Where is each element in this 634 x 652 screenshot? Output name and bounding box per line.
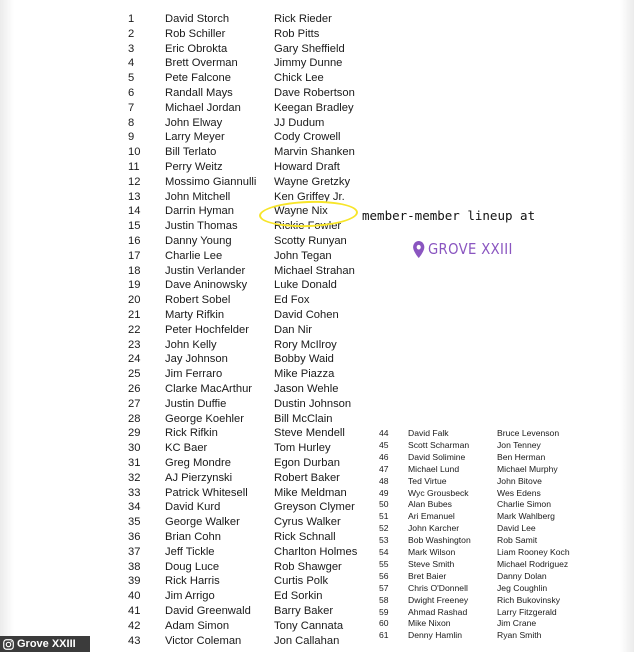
pairing-number: 37	[128, 545, 141, 558]
pairing-row	[0, 101, 380, 116]
pairing-number: 18	[128, 264, 141, 277]
pairing-row	[0, 308, 380, 323]
player-one: Jim Arrigo	[165, 590, 215, 603]
pairing-number: 35	[128, 516, 141, 529]
pairing-number: 3	[128, 42, 135, 55]
pairing-number: 31	[128, 457, 141, 469]
pairing-row	[0, 130, 380, 145]
player-two: Ken Griffey Jr.	[274, 190, 345, 203]
player-one: Dwight Freeney	[408, 594, 469, 605]
player-two: Rob Samit	[497, 535, 538, 546]
player-two: Gary Sheffield	[274, 42, 345, 55]
pairing-number: 15	[128, 220, 141, 233]
player-one: Steve Smith	[408, 558, 455, 569]
pairing-number: 46	[379, 451, 389, 462]
player-two: Dan Nir	[274, 323, 312, 336]
pairing-number: 17	[128, 249, 141, 262]
pairing-number: 7	[128, 101, 135, 114]
player-one: Bob Washington	[408, 535, 471, 546]
pairing-row	[0, 630, 634, 642]
pairing-number: 2	[128, 27, 135, 40]
pairing-row	[0, 278, 380, 293]
location-tag[interactable]	[413, 240, 513, 258]
player-two: John Bitove	[497, 475, 542, 486]
pairing-row	[0, 547, 634, 559]
pairing-row	[0, 571, 634, 583]
pairing-number: 9	[128, 131, 135, 144]
pairing-number: 20	[128, 294, 141, 307]
player-two: Steve Mendell	[274, 427, 345, 440]
player-one: Mark Wilson	[408, 547, 456, 557]
player-two: Cody Crowell	[274, 131, 341, 144]
pairing-number: 22	[128, 323, 141, 336]
pairing-row	[0, 56, 380, 71]
player-two: Wes Edens	[497, 487, 541, 498]
pairing-number: 10	[128, 146, 141, 159]
player-two: Ben Herman	[497, 451, 546, 462]
player-one: George Walker	[165, 516, 240, 529]
pairing-number: 12	[128, 175, 141, 188]
location-pin-icon	[413, 241, 424, 258]
player-two: John Tegan	[274, 249, 332, 262]
pairing-number: 56	[379, 570, 389, 581]
player-one: Charlie Lee	[165, 249, 223, 262]
player-two: Jon Callahan	[274, 634, 340, 647]
player-one: Ahmad Rashad	[408, 606, 468, 617]
player-two: Ryan Smith	[497, 630, 542, 641]
pairing-row	[0, 595, 634, 607]
player-two: Dave Robertson	[274, 87, 355, 99]
player-two: Scotty Runyan	[274, 235, 347, 247]
player-one: Jay Johnson	[165, 353, 228, 366]
player-one: Mike Nixon	[408, 618, 451, 629]
player-two: Rory McIlroy	[274, 338, 337, 351]
pairing-row	[0, 428, 634, 440]
pairing-row	[0, 12, 380, 27]
pairing-number: 55	[379, 558, 389, 569]
player-two: Michael Rodriguez	[497, 558, 569, 569]
pairing-number: 19	[128, 279, 141, 292]
player-two: Ed Fox	[274, 294, 310, 307]
player-two: Mike Meldman	[274, 486, 347, 499]
pairing-row	[0, 367, 380, 382]
pairing-number: 24	[128, 353, 141, 366]
pairing-number: 51	[379, 511, 389, 522]
pairing-row	[0, 352, 380, 367]
pairing-number: 59	[379, 606, 389, 617]
lineup-caption: member-member lineup at	[362, 208, 536, 223]
pairing-number: 47	[379, 463, 389, 474]
player-one: John Elway	[165, 116, 223, 129]
pairing-number: 8	[128, 116, 135, 129]
player-one: Eric Obrokta	[165, 42, 228, 55]
pairing-number: 13	[128, 190, 141, 203]
player-two: Greyson Clymer	[274, 501, 355, 514]
player-two: Bill McClain	[274, 412, 333, 425]
player-two: Jason Wehle	[274, 383, 339, 395]
pairing-number: 21	[128, 309, 141, 321]
player-two: Keegan Bradley	[274, 101, 354, 114]
player-two: Jim Crane	[497, 618, 537, 629]
player-one: KC Baer	[165, 442, 208, 455]
player-one: Rick Harris	[165, 575, 220, 588]
player-one: Ari Emanuel	[408, 511, 455, 522]
watermark	[0, 636, 90, 652]
pairing-row	[0, 607, 634, 619]
player-one: Bret Baier	[408, 570, 447, 581]
pairing-number: 32	[128, 471, 141, 484]
player-two: Jimmy Dunne	[274, 57, 343, 70]
player-one: David Kurd	[165, 501, 221, 514]
pairing-number: 57	[379, 582, 389, 593]
pairing-row	[0, 559, 634, 571]
player-one: Michael Jordan	[165, 101, 241, 114]
pairing-number: 16	[128, 235, 141, 247]
pairing-row	[0, 476, 634, 488]
pairing-row	[0, 86, 380, 101]
player-one: AJ Pierzynski	[165, 471, 233, 484]
player-one: Darrin Hyman	[165, 205, 235, 218]
player-one: Justin Duffie	[165, 397, 227, 410]
pairing-number: 1	[128, 13, 135, 25]
player-two: Liam Rooney Koch	[497, 547, 570, 557]
player-two: Mark Wahlberg	[497, 511, 555, 522]
player-one: Victor Coleman	[165, 634, 242, 647]
pairing-row	[0, 234, 380, 249]
watermark-label: Grove XXIII	[17, 638, 76, 650]
player-two: Wayne Gretzky	[274, 175, 351, 188]
player-two: Tom Hurley	[274, 442, 331, 455]
player-one: David Falk	[408, 428, 449, 438]
player-one: Wyc Grousbeck	[408, 487, 469, 498]
pairing-row	[0, 293, 380, 308]
pairing-number: 52	[379, 523, 389, 534]
pairing-number: 58	[379, 594, 389, 605]
player-two: Charlton Holmes	[274, 545, 358, 558]
pairing-row	[0, 338, 380, 353]
player-one: David Solimine	[408, 451, 466, 462]
pairing-number: 50	[379, 499, 389, 510]
player-one: Ted Virtue	[408, 475, 447, 486]
pairing-number: 30	[128, 442, 141, 455]
player-two: Dustin Johnson	[274, 397, 352, 410]
player-one: David Greenwald	[165, 605, 251, 617]
player-one: John Mitchell	[165, 190, 231, 203]
player-two: Michael Strahan	[274, 264, 355, 277]
player-two: Tony Cannata	[274, 619, 344, 632]
pairing-number: 43	[128, 634, 141, 647]
player-two: Barry Baker	[274, 605, 334, 617]
player-two: Rob Pitts	[274, 27, 320, 40]
player-two: David Lee	[497, 523, 536, 534]
player-one: Justin Verlander	[165, 264, 246, 277]
player-one: Doug Luce	[165, 560, 220, 573]
player-one: Bill Terlato	[165, 146, 217, 159]
pairing-row	[0, 499, 634, 511]
pairing-row	[0, 264, 380, 279]
player-one: Danny Young	[165, 235, 232, 247]
pairing-row	[0, 397, 380, 412]
player-one: Scott Scharman	[408, 439, 470, 450]
player-two: Egon Durban	[274, 457, 340, 469]
player-two: Rickie Fowler	[274, 220, 342, 233]
player-one: Brian Cohn	[165, 531, 221, 543]
player-one: John Kelly	[165, 338, 217, 351]
pairing-number: 40	[128, 590, 141, 603]
pairing-number: 39	[128, 575, 141, 588]
pairing-row	[0, 71, 380, 86]
pairing-number: 48	[379, 475, 389, 486]
player-one: David Storch	[165, 13, 230, 25]
player-one: Patrick Whitesell	[165, 486, 248, 499]
pairing-number: 33	[128, 486, 141, 499]
player-two: Mike Piazza	[274, 368, 335, 381]
player-two: Bruce Levenson	[497, 428, 560, 438]
player-one: John Karcher	[408, 523, 460, 534]
pairing-row	[0, 382, 380, 397]
player-one: Rick Rifkin	[165, 427, 218, 440]
pairing-number: 34	[128, 501, 141, 514]
player-one: Adam Simon	[165, 619, 230, 632]
pairing-number: 23	[128, 338, 141, 351]
player-one: Dave Aninowsky	[165, 279, 248, 292]
pairing-row	[0, 175, 380, 190]
pairing-row	[0, 160, 380, 175]
player-two: David Cohen	[274, 309, 339, 321]
player-one: Greg Mondre	[165, 457, 231, 469]
pairing-number: 60	[379, 618, 389, 629]
pairing-number: 27	[128, 397, 141, 410]
player-one: Justin Thomas	[165, 220, 238, 233]
pairing-number: 29	[128, 427, 141, 440]
player-two: Marvin Shanken	[274, 146, 355, 159]
pairing-number: 25	[128, 368, 141, 381]
player-one: Brett Overman	[165, 57, 238, 70]
pairing-number: 45	[379, 439, 389, 450]
player-two: Luke Donald	[274, 279, 337, 292]
player-one: Perry Weitz	[165, 161, 223, 173]
player-two: Rick Rieder	[274, 13, 332, 25]
player-two: JJ Dudum	[274, 116, 325, 129]
pairing-row	[0, 27, 380, 42]
location-label: GROVE XXIII	[427, 240, 513, 258]
player-two: Jeg Coughlin	[497, 582, 548, 593]
pairing-row	[0, 323, 380, 338]
pairing-row	[0, 523, 634, 535]
player-one: Randall Mays	[165, 87, 233, 99]
pairing-number: 38	[128, 560, 141, 573]
player-one: Chris O'Donnell	[408, 582, 468, 593]
player-one: George Koehler	[165, 412, 244, 425]
pairing-row	[0, 618, 634, 630]
player-one: Larry Meyer	[165, 131, 225, 144]
pairing-number: 54	[379, 547, 389, 557]
player-two: Larry Fitzgerald	[497, 606, 557, 617]
pairing-number: 44	[379, 428, 389, 438]
pairing-number: 11	[128, 161, 140, 173]
player-two: Curtis Polk	[274, 575, 329, 588]
pairing-row	[0, 464, 634, 476]
player-two: Michael Murphy	[497, 463, 558, 474]
player-one: Robert Sobel	[165, 294, 231, 307]
pairing-row	[0, 511, 634, 523]
player-two: Ed Sorkin	[274, 590, 323, 603]
player-one: Peter Hochfelder	[165, 323, 249, 336]
player-two: Wayne Nix	[274, 205, 328, 218]
pairing-row	[0, 145, 380, 160]
player-two: Jon Tenney	[497, 439, 541, 450]
player-one: Alan Bubes	[408, 499, 452, 510]
player-one: Marty Rifkin	[165, 309, 225, 321]
pairing-number: 41	[128, 605, 141, 617]
player-one: Michael Lund	[408, 463, 460, 474]
pairing-number: 4	[128, 57, 135, 70]
player-two: Charlie Simon	[497, 499, 551, 510]
player-one: Jeff Tickle	[165, 545, 215, 558]
player-two: Danny Dolan	[497, 570, 547, 581]
pairing-number: 36	[128, 531, 141, 543]
player-two: Rick Schnall	[274, 531, 336, 543]
player-one: Rob Schiller	[165, 27, 226, 40]
pairing-number: 53	[379, 535, 389, 546]
player-two: Rich Bukovinsky	[497, 594, 561, 605]
pairing-row	[0, 440, 634, 452]
pairing-row	[0, 116, 380, 131]
pairing-number: 61	[379, 630, 389, 641]
player-one: Denny Hamlin	[408, 630, 462, 641]
camera-icon	[3, 639, 14, 650]
player-two: Robert Baker	[274, 471, 340, 484]
pairing-row	[0, 488, 634, 500]
player-two: Rob Shawger	[274, 560, 342, 573]
pairing-number: 14	[128, 205, 141, 218]
pairing-row	[0, 249, 380, 264]
pairing-number: 26	[128, 383, 141, 395]
pairing-number: 5	[128, 72, 135, 85]
player-two: Chick Lee	[274, 72, 324, 85]
pairing-number: 28	[128, 412, 141, 425]
player-one: Pete Falcone	[165, 72, 231, 85]
player-one: Jim Ferraro	[165, 368, 223, 381]
player-one: Clarke MacArthur	[165, 383, 253, 395]
player-one: Mossimo Giannulli	[165, 175, 257, 188]
player-two: Bobby Waid	[274, 353, 334, 366]
pairing-number: 42	[128, 619, 141, 632]
pairing-row	[0, 535, 634, 547]
pairing-number: 6	[128, 87, 135, 99]
pairing-row	[0, 412, 380, 427]
player-two: Howard Draft	[274, 161, 340, 173]
player-two: Cyrus Walker	[274, 516, 341, 529]
pairing-row	[0, 452, 634, 464]
pairing-row	[0, 583, 634, 595]
pairing-number: 49	[379, 487, 389, 498]
pairing-row	[0, 42, 380, 57]
